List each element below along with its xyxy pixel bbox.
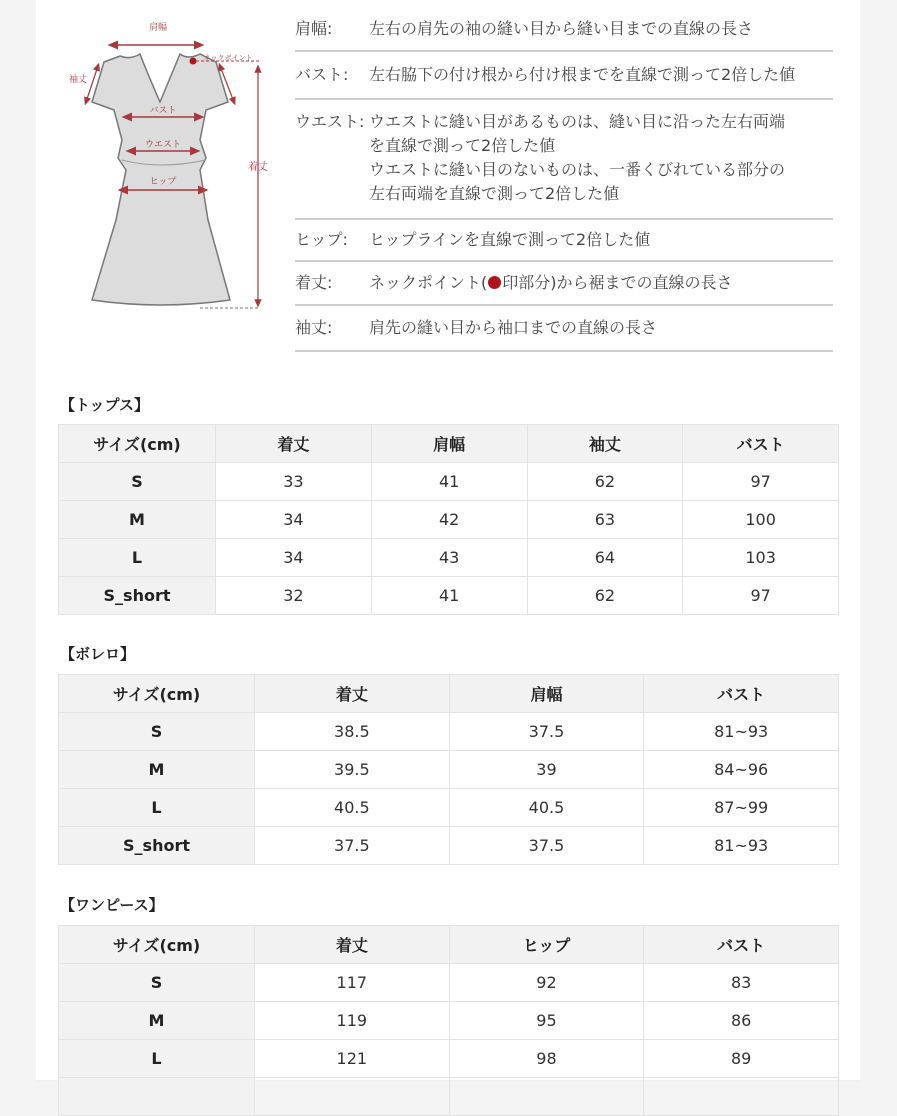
definition-text: 肩先の縫い目から袖口までの直線の長さ [369,318,658,337]
definition-term: ウエスト: [295,112,365,131]
table-row: S 38.5 37.5 81~93 [59,713,839,751]
neck-point-dot-icon [190,58,197,65]
onepiece-size-table [58,925,839,1116]
table-row: M 34 42 63 100 [59,501,839,539]
bust-label: バスト [149,106,177,116]
definition-text: 左右の肩先の袖の縫い目から縫い目までの直線の長さ [369,19,754,38]
dress-measurement-diagram [60,10,280,320]
definition-text: 左右脇下の付け根から付け根までを直線で測って2倍した値 [369,65,796,84]
definition-text: ウエストに縫い目があるものは、縫い目に沿った左右両端 を直線で測って2倍した値 ウエストに縫い目のないものは、一番くびれている部分の 左右両端を直線で測って2倍した値 [369,112,786,203]
definition-term: ヒップ: [295,230,348,249]
definition-term: バスト: [295,65,349,84]
table-row [59,1078,839,1116]
table-row: L 34 43 64 103 [59,539,839,577]
table-row: S 117 92 83 [59,964,839,1002]
definition-waist [295,100,833,220]
table-header-row: サイズ(cm) 着丈 肩幅 バスト [59,675,839,713]
bolero-section-title: 【ボレロ】 [60,645,136,663]
definition-length [295,262,833,306]
measurement-definitions [295,8,833,352]
waist-label: ウエスト [144,140,182,150]
definition-shoulder [295,8,833,52]
table-row: M 39.5 39 84~96 [59,751,839,789]
table-row: S 33 41 62 97 [59,463,839,501]
definition-text: ヒップラインを直線で測って2倍した値 [369,230,651,249]
table-row: S_short 32 41 62 97 [59,577,839,615]
table-row: L 40.5 40.5 87~99 [59,789,839,827]
onepiece-section-title: 【ワンピース】 [60,896,164,914]
shoulder-label: 肩幅 [148,23,168,33]
neck-point-label: ネックポイント [203,54,253,62]
sleeve-label: 袖丈 [68,75,88,85]
table-header-row: サイズ(cm) 着丈 ヒップ バスト [59,926,839,964]
definition-text: ネックポイント( 印部分)から裾までの直線の長さ [369,273,733,292]
definition-hip [295,220,833,262]
tops-size-table [58,424,839,615]
tops-section-title: 【トップス】 [60,396,149,414]
definition-term: 肩幅: [295,19,333,38]
definition-sleeve [295,306,833,352]
red-dot-icon [488,276,501,289]
hip-label: ヒップ [149,177,177,187]
definition-term: 着丈: [295,273,333,292]
definition-term: 袖丈: [295,318,333,337]
length-label: 着丈 [248,162,268,173]
table-row: L 121 98 89 [59,1040,839,1078]
bolero-size-table [58,674,839,865]
table-header-row: サイズ(cm) 着丈 肩幅 袖丈 バスト [59,425,839,463]
table-row: S_short 37.5 37.5 81~93 [59,827,839,865]
definition-bust [295,52,833,100]
table-row: M 119 95 86 [59,1002,839,1040]
